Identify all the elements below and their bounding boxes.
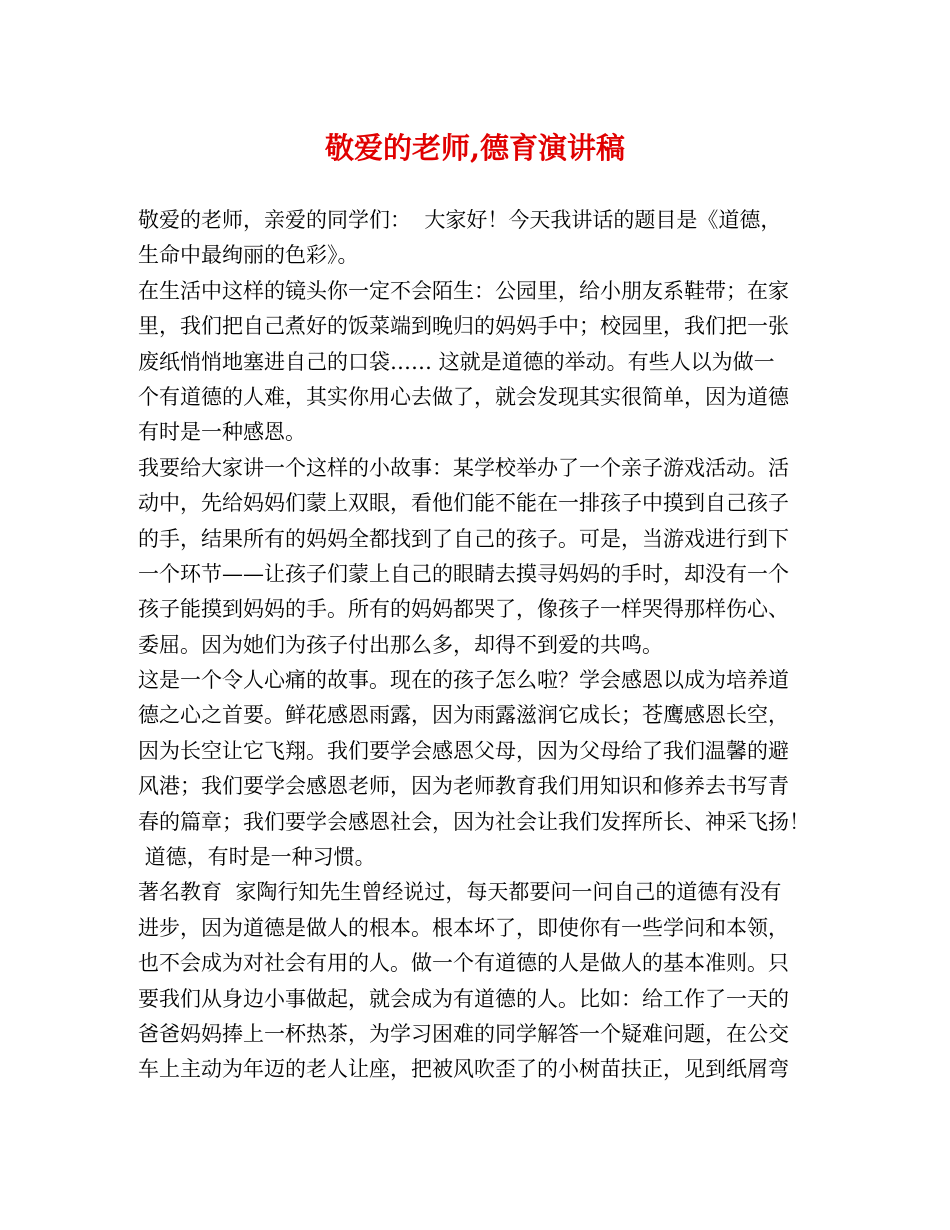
- text-line: 车上主动为年迈的老人让座，把被风吹歪了的小树苗扶正，见到纸屑弯: [138, 1057, 789, 1082]
- text-line: 风港；我们要学会感恩老师，因为老师教育我们用知识和修养去书写青: [138, 774, 789, 799]
- text-line: 有时是一种感恩。: [138, 420, 306, 445]
- text-line: 委屈。因为她们为孩子付出那么多，却得不到爱的共鸣。: [138, 632, 663, 657]
- text-line: 废纸悄悄地塞进自己的口袋…… 这就是道德的举动。有些人以为做一: [138, 349, 775, 374]
- text-line: 我要给大家讲一个这样的小故事：某学校举办了一个亲子游戏活动。活: [138, 455, 789, 480]
- text-line: 生命中最绚丽的色彩》。: [138, 243, 359, 268]
- text-line: 这是一个令人心痛的故事。现在的孩子怎么啦？学会感恩以成为培养道: [138, 668, 789, 693]
- text-line: 进步，因为道德是做人的根本。根本坏了，即使你有一些学问和本领，: [138, 915, 789, 940]
- text-line: 著名教育 家陶行知先生曾经说过，每天都要问一问自己的道德有没有: [138, 880, 782, 905]
- text-line: 因为长空让它飞翔。我们要学会感恩父母，因为父母给了我们温馨的避: [138, 738, 789, 763]
- document-title: 敬爱的老师,德育演讲稿: [324, 131, 626, 165]
- text-line: 个有道德的人难，其实你用心去做了，就会发现其实很简单，因为道德: [138, 384, 789, 409]
- text-line: 爸爸妈妈捧上一杯热茶，为学习困难的同学解答一个疑难问题，在公交: [138, 1021, 789, 1046]
- text-line: 孩子能摸到妈妈的手。所有的妈妈都哭了，像孩子一样哭得那样伤心、: [138, 597, 789, 622]
- text-line: 敬爱的老师，亲爱的同学们： 大家好！今天我讲话的题目是《道德，: [138, 208, 782, 232]
- text-line: 也不会成为对社会有用的人。做一个有道德的人是做人的基本准则。只: [138, 951, 789, 976]
- text-line: 动中，先给妈妈们蒙上双眼，看他们能不能在一排孩子中摸到自己孩子: [138, 491, 789, 516]
- text-line: 道德，有时是一种习惯。: [138, 845, 376, 870]
- text-line: 德之心之首要。鲜花感恩雨露，因为雨露滋润它成长；苍鹰感恩长空，: [138, 703, 789, 728]
- text-line: 要我们从身边小事做起，就会成为有道德的人。比如：给工作了一天的: [138, 986, 789, 1011]
- document-body: [138, 203, 828, 1088]
- text-line: 在生活中这样的镜头你一定不会陌生：公园里，给小朋友系鞋带；在家: [138, 278, 789, 303]
- text-line: 的手，结果所有的妈妈全都找到了自己的孩子。可是，当游戏进行到下: [138, 526, 789, 551]
- text-line: 春的篇章；我们要学会感恩社会，因为社会让我们发挥所长、神采飞扬！: [138, 809, 810, 834]
- text-line: 里，我们把自己煮好的饭菜端到晚归的妈妈手中；校园里，我们把一张: [138, 314, 789, 339]
- text-line: 一个环节——让孩子们蒙上自己的眼睛去摸寻妈妈的手时，却没有一个: [138, 561, 789, 586]
